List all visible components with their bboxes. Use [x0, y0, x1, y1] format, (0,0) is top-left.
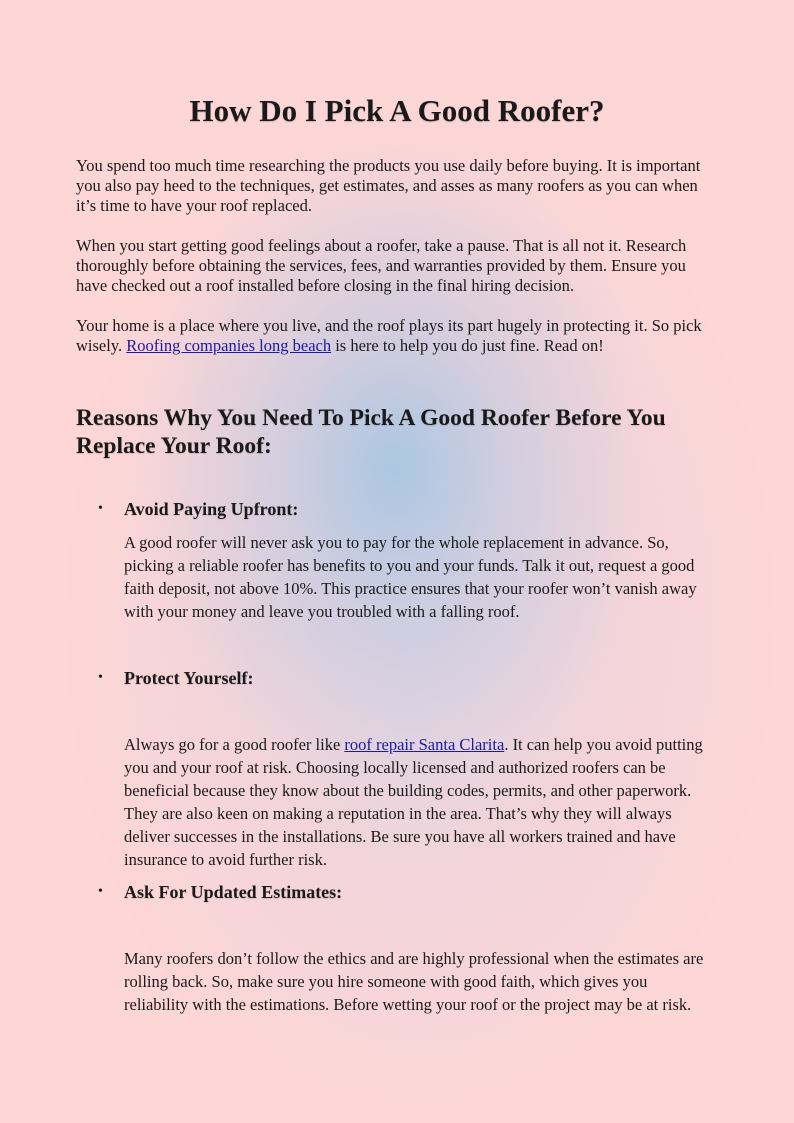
bullet-title-avoid-paying-upfront: Avoid Paying Upfront: — [124, 499, 299, 519]
roof-repair-link[interactable]: roof repair Santa Clarita — [344, 735, 505, 754]
bullet-body-protect-yourself-tail: . It can help you avoid putting you and your roof at risk. Choosing locally licensed and authorized roofers can be beneficial because they know about the building codes, permits, and other paperwork. They are also keen on making a reputation in the area. That’s why they will always deliver successes in the installations. Be sure you have all workers trained and have insurance to avoid further risk. — [124, 735, 703, 869]
intro-paragraph-3-lead: Your home is a place where you live, and the roof plays its part hugely in protecting it. So pick wisely. — [76, 316, 702, 355]
intro-paragraph-2: When you start getting good feelings about a roofer, take a pause. That is all not it. Research thoroughly before obtaining the services, fees, and warranties provided by them. Ensure you have checked out a roof installed before closing in the final hiring decision. — [76, 236, 687, 295]
bullet-icon: • — [98, 670, 103, 685]
bullet-icon: • — [98, 884, 103, 899]
bullet-body-protect-yourself-lead: Always go for a good roofer like — [124, 735, 345, 754]
bullet-body-ask-for-updated-estimates: Many roofers don’t follow the ethics and are highly professional when the estimates are rolling back. So, make sure you hire someone with good faith, which gives you reliability with the estimations. Before wetting your roof or the project may be at risk. — [124, 949, 704, 1014]
bullet-icon: • — [98, 501, 103, 516]
bullet-title-ask-for-updated-estimates: Ask For Updated Estimates: — [124, 882, 343, 902]
bullet-body-protect-yourself — [124, 733, 714, 871]
intro-paragraph-3-tail: is here to help you do just fine. Read on! — [331, 336, 604, 355]
intro-paragraph-1: You spend too much time researching the products you use daily before buying. It is important you also pay heed to the techniques, get estimates, and asses as many roofers as you can when it’s time to have your roof replaced. — [76, 156, 701, 215]
roofing-companies-link[interactable]: Roofing companies long beach — [126, 336, 332, 355]
bullet-title-protect-yourself: Protect Yourself: — [124, 668, 254, 688]
intro-paragraph-3 — [76, 316, 718, 356]
page-title: How Do I Pick A Good Roofer? — [189, 93, 605, 128]
section-heading: Reasons Why You Need To Pick A Good Roofer Before You Replace Your Roof: — [76, 405, 666, 459]
bullet-body-avoid-paying-upfront: A good roofer will never ask you to pay for the whole replacement in advance. So, picking a reliable roofer has benefits to you and your funds. Talk it out, request a good faith deposit, not above 10%. This practice ensures that your roofer won’t vanish away with your money and leave you troubled with a falling roof. — [124, 533, 697, 621]
